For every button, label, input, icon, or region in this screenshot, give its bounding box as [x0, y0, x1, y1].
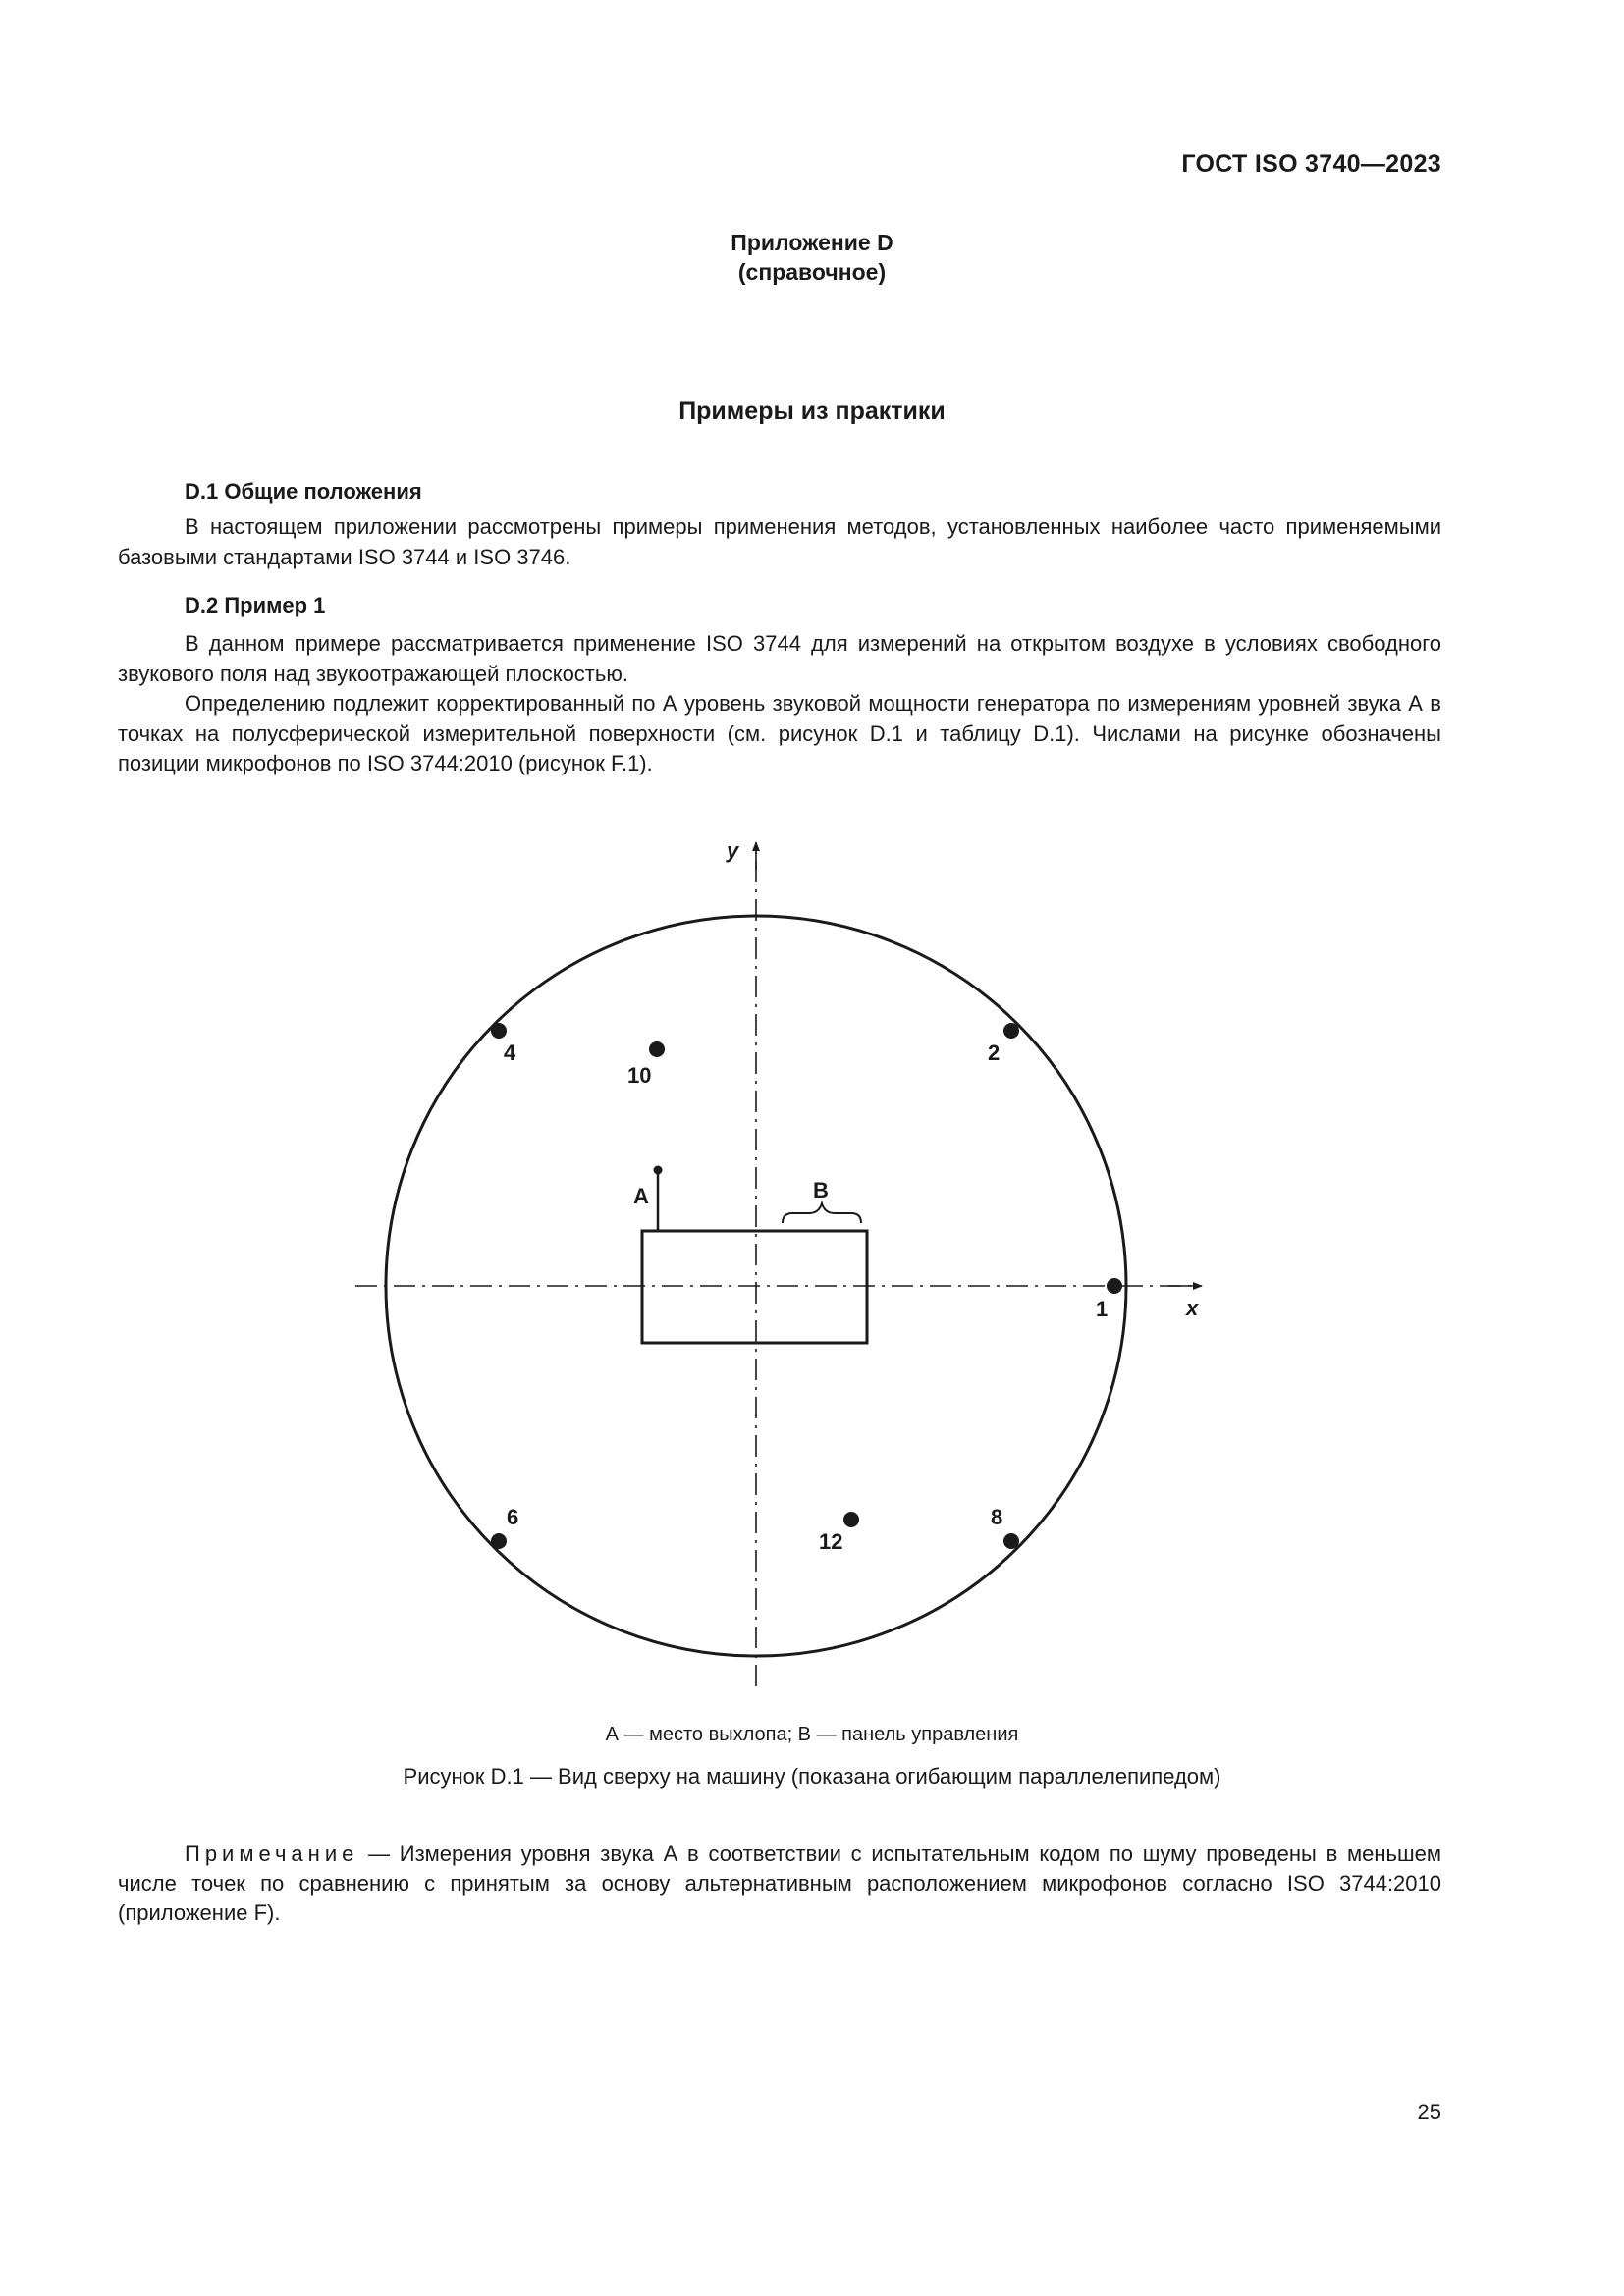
note-text: — Измерения уровня звука А в соответствии с испытательным кодом по шуму проведены в меньшем числе точек по сравнению с принятым за основу альтернативным расположением микрофонов согласно ISO 3744:2010 (приложение F). — [118, 1842, 1441, 1925]
figure-d1-drawing — [334, 825, 1237, 1708]
microphone-1-label: 1 — [1096, 1297, 1109, 1321]
d1-paragraph: В настоящем приложении рассмотрены примеры применения методов, установленных наиболее часто применяемыми базовыми стандартами ISO 3744 и ISO 3746. — [118, 514, 1441, 569]
machine-envelope — [642, 1231, 867, 1343]
exhaust-point — [654, 1166, 663, 1175]
microphone-6-label: 6 — [507, 1505, 519, 1529]
control-panel-label: B — [813, 1178, 829, 1202]
annex-header — [0, 228, 1624, 287]
d2-heading: D.2 Пример 1 — [185, 593, 326, 617]
microphone-10-label: 10 — [627, 1063, 652, 1088]
figure-caption: Рисунок D.1 — Вид сверху на машину (показана огибающим параллелепипедом) — [403, 1764, 1221, 1789]
page-number: 25 — [1417, 2100, 1441, 2124]
annex-title: Приложение D — [731, 230, 893, 255]
note — [118, 1840, 1441, 1928]
d2-paragraph-2: Определению подлежит корректированный по А уровень звуковой мощности генератора по измерениям уровней звука А в точках на полусферической измерительной поверхности (см. рисунок D.1 и таблицу D.1). Числами на рисунке обозначены позиции микрофонов по ISO 3744:2010 (рисунок F.1). — [118, 691, 1441, 775]
document-id: ГОСТ ISO 3740—2023 — [1181, 150, 1441, 178]
d2-body — [118, 629, 1441, 779]
x-axis-label: x — [1186, 1296, 1199, 1320]
microphone-4-marker — [491, 1023, 507, 1039]
microphone-1-marker — [1107, 1278, 1122, 1294]
microphone-12-marker — [843, 1512, 859, 1527]
d2-paragraph-1: В данном примере рассматривается применение ISO 3744 для измерений на открытом воздухе в условиях свободного звукового поля над звукоотражающей плоскостью. — [118, 631, 1441, 686]
exhaust-label: A — [633, 1184, 649, 1208]
microphone-4-label: 4 — [504, 1041, 516, 1065]
annex-status: (справочное) — [737, 259, 887, 285]
section-title: Примеры из практики — [678, 398, 946, 425]
microphone-8-marker — [1003, 1533, 1019, 1549]
microphone-2-marker — [1003, 1023, 1019, 1039]
figure-legend: А — место выхлопа; В — панель управления — [605, 1724, 1019, 1745]
microphone-2-label: 2 — [988, 1041, 1001, 1065]
microphone-8-label: 8 — [991, 1505, 1003, 1529]
control-panel-brace — [783, 1203, 861, 1223]
figure-d1 — [334, 825, 1237, 1708]
d1-heading: D.1 Общие положения — [185, 479, 422, 504]
microphone-6-marker — [491, 1533, 507, 1549]
d1-body — [118, 512, 1441, 572]
microphone-12-label: 12 — [819, 1529, 843, 1554]
microphone-10-marker — [649, 1041, 665, 1057]
note-label: Примечание — [185, 1842, 359, 1866]
y-axis-label: y — [727, 838, 739, 863]
